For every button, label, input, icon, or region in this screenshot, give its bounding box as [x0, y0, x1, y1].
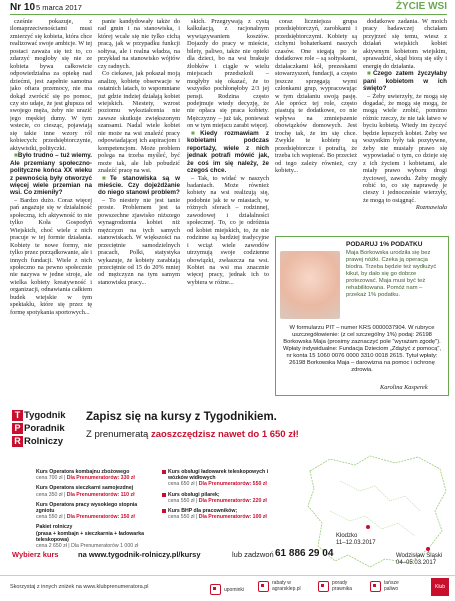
paragraph: – Żeby uwierzyły, że mogą się dogadać, że mogą się mogą, że mogą wiele zrobić, pomimo różnic rzeczy, że nie tak łatwo w byciu kobietą. Wtedy im życzyć będzie lepszych kobiet. Żeby we wszystkim były tak pozytywne, żeby nie musiały prawo się wypowiadać o tym, co dzieje się z ich życiem i kobietami, ale miały prawo wyboru drogi życiowej, zawodu. Żeby mogły robić to, co się naprawdę je cieszy i jednocześnie wierzyły, że mogą to osiągnąć. — [363, 92, 447, 204]
course-item[interactable]: Kurs obsługi pilarek; cena 550 zł | Dla Prenumeratorów: 220 zł — [162, 492, 282, 504]
paragraph: – Bardzo dużo. Coraz więcej pań angażuje się w działalność społeczną, ich aktywność to nie tylko Koła Gospodyń Wiejskich, choć wiele z nich pracuje w tej formie działania. Kobiety te nowe formy, nie tylko przez porządkowanie, ale i innych fundacji. Wiele z nich społeczno na pewno społecznie nie nazywa w jedne stroje, ale wielka kobiety kreatywność i organizacji, odnawiania całkiem budek wiejskie w tym spektaklu, które się przez tę formę spotykania sportowych... — [10, 196, 92, 316]
interviewer-label: Rozmawiała — [415, 204, 447, 212]
contact-bar — [0, 546, 455, 564]
paragraph: Co ciekawe, jak pokazał moją analizę, kobietę obserwacje w ostatnich latach, to wspomniane już gdzie indziej działają kobiet wiejskich. Niestety, wzrost poziomu wykształcenia nie zawsze skutkuje zwiększonym szansami. Nadal wiele kobiet nie może na wsi znaleźć pracy odpowiadającej ich aspiracjom i kompetencjom. Może problem polega na trzeba myśleć, być może tak, ale lub pobudzić znaleźć pracę na wsi. — [98, 70, 180, 175]
choose-course-label: Wybierz kurs — [12, 550, 59, 559]
article-column-1 — [10, 18, 92, 393]
tax-donation-box — [275, 236, 449, 396]
paragraph: – Tak, to widać w naszych badaniach. Może również kobiety na wsi realizują się, podobnie jak te w miastach, w różnych sferach – rodzinnej, zawodowej i działalności społecznej. To, co je odróżnia od kobiet miejskich, to, że nie rodzinne są bardziej tradycyjne i wciąż wiele zawodów utrzymują swoje codzienne obowiązki, zwłaszcza na wsi. Kobiet na wsi ma znacznie więcej pracy, jednak ich to wybiera w różne... — [187, 174, 269, 286]
club-link[interactable]: Skorzystaj z innych zniżek na www.klubprenumeratora.pl — [10, 584, 149, 590]
question: ■ Było trudno – tuż wiemy. Ale przemiany społeczno-polityczne końca XX wieku z pewnością były otworzyć więcej wiele przemian na wsi. Co zmieniły? — [10, 152, 92, 197]
course-item[interactable]: Kurs Operatora pracy wysokiego stopnia zgniotu cena 550 zł | Dla Prenumeratorów: 150 zł — [36, 501, 138, 521]
issue-date: 5 marca 2017 — [36, 3, 82, 12]
course-item[interactable]: Kurs BHP dla pracowników; cena 550 zł | Dla Prenumeratorów: 100 zł — [162, 508, 282, 520]
logo-line-1: T Tygodnik — [12, 409, 72, 422]
fuel-icon — [370, 581, 381, 592]
map-label-klodzko: Kłodzko 11–12.03.2017 — [336, 533, 376, 546]
paragraph: dodatkowe zadania. W moich pracy badawczej chciałam przyjrzeć się temu, wiesz z działań wiejskich kobiet aktywnym kobietom wiejskim, sprawadzić, skąd biorą się siły i energię do działania. — [363, 18, 447, 70]
phone-number[interactable]: 61 886 29 04 — [275, 548, 334, 559]
promo-subtitle: Z prenumeratą zaoszczędzisz nawet do 1 650 zł! — [86, 429, 299, 440]
page-footer — [0, 575, 455, 601]
map-label-wodzislaw: Wodzisław Śląski 04–05.03.2017 — [396, 553, 443, 566]
article-column-2 — [98, 18, 180, 393]
footer-legal[interactable]: porady prawnika — [318, 581, 362, 592]
gift-icon — [210, 584, 221, 595]
question: ■ Kiedy rozmawiam z kobietami podczas reportaży, wiele z nich jednak potrafi mówić jak, że coś im się należy, że czegoś chce. — [187, 130, 269, 175]
footer-gifts[interactable]: upominki — [210, 584, 244, 595]
tax-box-title: PODARUJ 1% PODATKU — [346, 241, 423, 248]
tax-box-details: W formularzu PIT – numer KRS 0000037904. W rubryce uszczegółowienie: (z cel szczególny 1%) podaj: 26198 Borkowska Maja (prosimy zaznaczyć pole "wyrażam zgodę"). Wpłaty indywidualne: Fundacja Dzieciom „Zdążyć z pomocą", nr konta 15 1060 0076 0000 3310 0018 2615. Tytuł wpłaty: 26198 Borkowska Maja – darowizna na pomoc i ochronę zdrowia. — [283, 325, 441, 373]
promo-title: Zapisz się na kursy z Tygodnikiem. — [86, 411, 277, 423]
map-marker-klodzko — [366, 525, 370, 529]
tygodnik-logo — [12, 409, 72, 451]
author-signature: Karolina Kasperek — [380, 384, 428, 391]
logo-line-3: R Rolniczy — [12, 435, 72, 448]
issue-number: Nr 10 — [10, 2, 36, 13]
tax-box-intro: Maja Borkowska urodziła się bez prawej nóżki. Czeka ją operacja biodra. Trzeba będzie też wydłużyć kikut, by dało się go dobrze protezować. Maja musi być też rehabilitowana. Pomóż nam – przekaż 1% podatku. — [346, 250, 437, 298]
child-photo — [280, 251, 340, 319]
paragraph: – To niestety nie jest tanie proste. Problemem jest ta powszechne zjawisko niższego wynagrodzenia kobiet niż mężczyzn na tych samych stanowiskach. W większości na przeciętnie samodzielnych pracach, Polki, statystyka wykazuje, że kobiety zarabiają przeciętnie od 15 do 20% mniej od mężczyzn na tym samym stanowisku pracy... — [98, 196, 180, 286]
courses-url-link[interactable]: na www.tygodnik-rolniczy.pl/kursy — [78, 550, 201, 559]
header-divider — [10, 14, 447, 15]
paragraph: panie kandydowały także do rad gmin i na stanowiska, i której wcale się nie tylko cichą pracą, jak w przypadku funkcji sołtysa, ale i realna władza, na przykład na stanowisko wójtów czy radnych. — [98, 18, 180, 70]
question: ■ Te stanowiska są w mieście. Czy dojeżdżanie do niego stanowi problem? — [98, 175, 180, 197]
paragraph: skich. Przegrywają z cystą kalkulacją, z racjonalnym wywiązywaniem kosztów. Dojazdy do pracy w mieście, bilety, paliwo, także nie opieki dla dzieci, bo na wsi brakuje żłobków i ciągle w wielu miejscach przedszkoli – mogłyby się okazać, że to wszystko pochłonęłoby 2/3 jej pensji. Rodzina często podejmuje wtedy decyzję, że nie opłaca się praca kobiety. Mężczyzny – już tak, ponieważ on w tym miejscu zarabi więcej. — [187, 18, 269, 130]
course-list-right — [162, 469, 282, 524]
logo-line-2: P Poradnik — [12, 422, 72, 435]
course-item[interactable]: Kurs obsługi ładowarek teleskopowych i wózków widłowych cena 650 zł | Dla Prenumeratorów: 550 zł — [162, 469, 282, 488]
paragraph: coraz liczniejsza grupa przedsiębiorczyń, zarobkami i przedsiębiorczymi. Kobiety są cichymi bohaterkami naszych czasów. One siegają po te dodatkowe role – są sołtyskami, działaczkami kół, prezeskami stowarzyszeń, fundacji, a często jeszcze sprzęgają wymi członkami grup, wypracowując w tym działaniu swoją pasję. Ale oprócz tej role, często piastują te dodatkowe, co nie wpływa na zmniejszenie obowiązków domowych. Jest trochę tak, że im się chce. Zwykle te kobiety są przedsiębiorcze i potrafią, że trzeba ich wspierać. Bo przecież od tego zależy również, czy kobiety... — [275, 18, 357, 175]
question: ■ Czego zatem życzyłaby pani kobietom w ich święto? — [363, 70, 447, 92]
or-call-label: lub zadzwoń — [232, 550, 274, 559]
course-item[interactable]: Pakiet rolniczy (prasa + kombajn + sieczkarnia + ładowarka teleskopowa) cena 2 650 zł | Dla Prenumeratorów 1 000 zł — [36, 524, 144, 550]
tag-icon — [258, 581, 269, 592]
article-column-3 — [187, 18, 269, 393]
article-column-4 — [275, 18, 357, 233]
footer-discounts[interactable]: rabaty w agrarsklep.pl — [258, 581, 312, 592]
course-list-left — [36, 469, 156, 553]
section-title: ŻYCIE WSI — [395, 1, 447, 12]
promo-savings: zaoszczędzisz nawet do 1 650 zł! — [150, 429, 299, 440]
club-badge[interactable]: Klub — [431, 578, 449, 596]
course-item[interactable]: Kurs Operatora sieczkarni samojezdnej cena 350 zł | Dla Prenumeratorów: 110 zł — [36, 485, 135, 498]
page-header — [0, 0, 455, 14]
scales-icon — [318, 581, 329, 592]
course-item[interactable]: Kurs Operatora kombajnu zbożowego cena 700 zł | Dla Prenumeratorów: 330 zł — [36, 469, 135, 482]
paragraph: cześnie pokazuje, z ilomaprzeciwnościami musi zmierzyć się kobieta, która chce realizować swoje ambicje. W tej postaci zaważa się też to, co zdarzyć mogłoby się nie ze kobieta bywa całkowicie odpowiedzialna za opiekę nad dziećmi, jest zapełnie samotna jako ofiara przemocy, nie ma dokąd zwrócić się po pomoc, czy sto udaje, że jest głupsza od swojego męża, żeby nie urazić jego męskiej dumy. W tym wstecie, co ciesząc, pojawiają się takie inne wzory ról kobiecych: przedsiębiorczynie, aktywistki, polityczki. — [10, 18, 92, 152]
footer-fuel[interactable]: tańsze paliwo — [370, 581, 410, 592]
article-column-5 — [363, 18, 447, 233]
